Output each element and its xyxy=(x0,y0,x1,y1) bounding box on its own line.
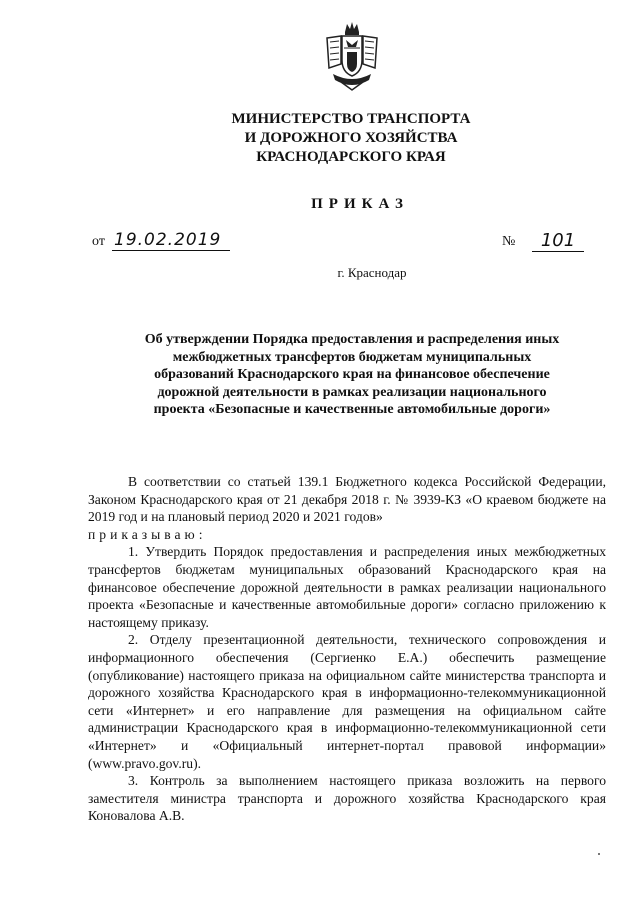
coat-of-arms-icon xyxy=(323,20,381,92)
ministry-line: КРАСНОДАРСКОГО КРАЯ xyxy=(256,149,446,165)
item-2: 2. Отделу презентационной деятельности, технического сопровождения и информационного обеспечения (Сергиенко Е.А.) обеспечить размещение (опубликование) настоящего приказа на официальном сайте министерства транспорта и дорожного хозяйства Краснодарского края в информационно-телекоммуникационной сети «Интернет» и его направление для размещения на официальном сайте администрации Краснодарского края в информационно-телекоммуникационной сети «Интернет» и «Официальный интернет-портал правовой информации» (www.pravo.gov.ru). xyxy=(88,632,606,771)
ministry-name xyxy=(0,110,640,167)
date-number-row xyxy=(92,230,592,254)
order-subject: Об утверждении Порядка предоставления и распределения иных межбюджетных трансфертов бюджетам муниципальных образований Краснодарского края на финансовое обеспечение дорожной деятельности в рамках реализации национального проекта «Безопасные и качественные автомобильные дороги» xyxy=(144,332,560,417)
date-prefix: от xyxy=(92,234,105,249)
order-body xyxy=(88,473,606,825)
order-word: приказываю: xyxy=(88,526,207,542)
ministry-line: МИНИСТЕРСТВО ТРАНСПОРТА xyxy=(231,111,471,127)
number-prefix: № xyxy=(502,234,516,249)
ministry-line: И ДОРОЖНОГО ХОЗЯЙСТВА xyxy=(244,130,458,146)
city: г. Краснодар xyxy=(337,265,407,280)
item-1: 1. Утвердить Порядок предоставления и распределения иных межбюджетных трансфертов бюджетам муниципальных образований Краснодарского края на финансовое обеспечение дорожной деятельности в рамках реализации национального проекта «Безопасные и качественные автомобильные дороги» согласно приложению к настоящему приказу. xyxy=(88,544,606,630)
order-title: ПРИКАЗ xyxy=(311,196,409,212)
order-date: 19.02.2019 xyxy=(112,230,230,251)
page-mark xyxy=(598,853,600,855)
item-3: 3. Контроль за выполнением настоящего приказа возложить на первого заместителя министра транспорта и дорожного хозяйства Краснодарского края Коновалова А.В. xyxy=(88,773,606,824)
order-number: 101 xyxy=(532,230,584,252)
preamble: В соответствии со статьей 139.1 Бюджетного кодекса Российской Федерации, Законом Краснодарского края от 21 декабря 2018 г. № 3939-КЗ «О краевом бюджете на 2019 год и на плановый период 2020 и 2021 годов» xyxy=(88,474,606,525)
